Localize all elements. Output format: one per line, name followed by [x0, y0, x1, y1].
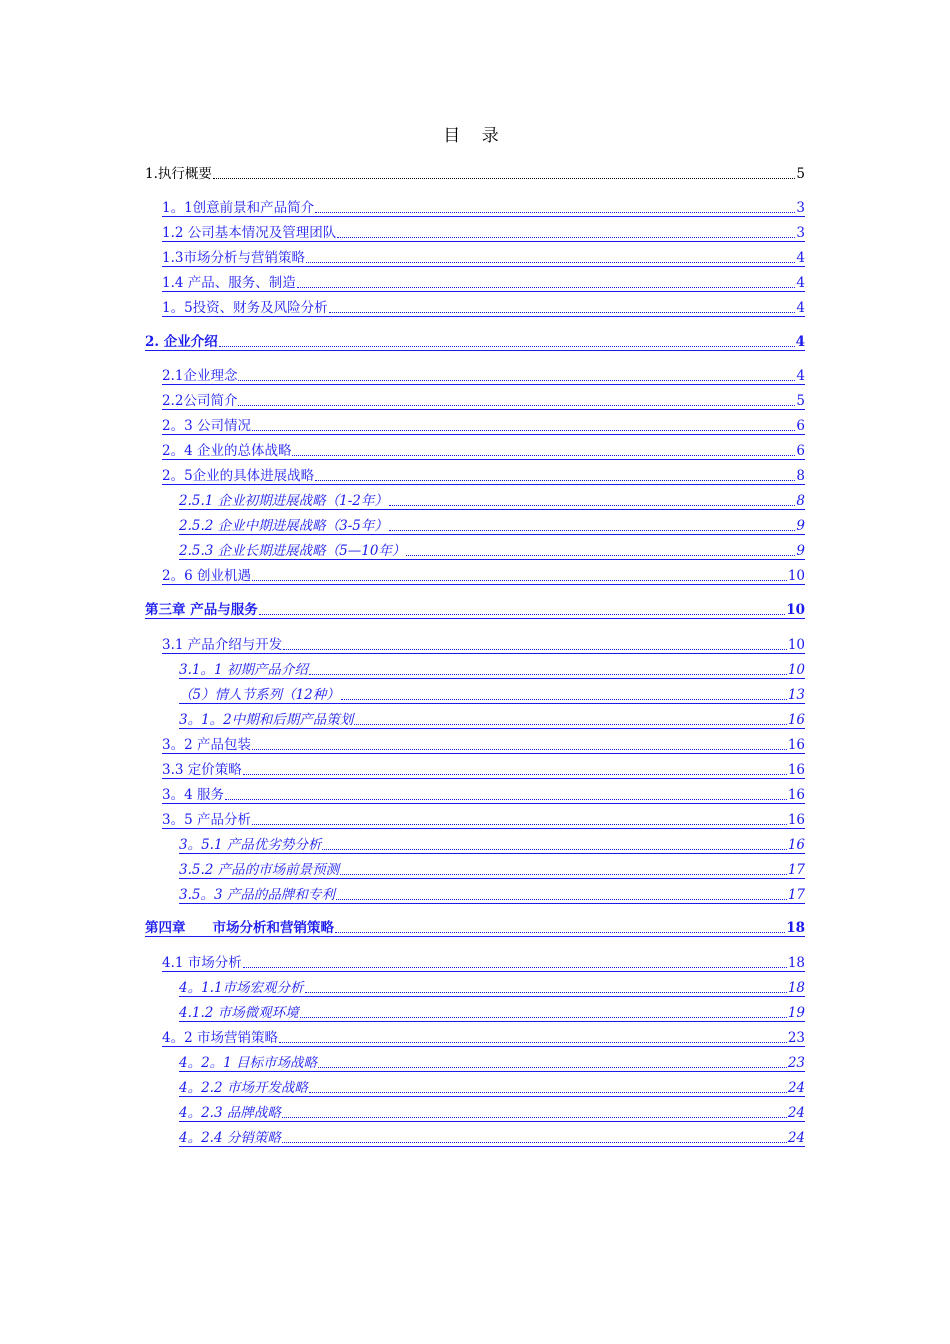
toc-entry-page: 17	[787, 887, 805, 903]
toc-entry-page: 8	[796, 493, 805, 509]
toc-dot-leader	[259, 614, 786, 615]
toc-dot-leader	[238, 405, 795, 406]
toc-dot-leader	[389, 505, 796, 506]
toc-entry-label: 3。5 产品分析	[162, 812, 251, 828]
toc-entry-page: 17	[787, 862, 805, 878]
toc-entry[interactable]	[162, 635, 805, 654]
toc-entry-label: 3。5.1 产品优劣势分析	[179, 837, 322, 853]
toc-dot-leader	[238, 380, 795, 381]
toc-entry-label: 2.2公司简介	[162, 393, 238, 409]
toc-entry-label: 1。1创意前景和产品简介	[162, 200, 315, 216]
toc-dot-leader	[252, 824, 787, 825]
toc-entry-label: 3.1。1 初期产品介绍	[179, 662, 308, 678]
toc-entry-page: 10	[787, 637, 805, 653]
toc-entry[interactable]	[162, 416, 805, 435]
toc-entry-page: 5	[796, 393, 805, 409]
toc-entry[interactable]	[179, 1078, 805, 1097]
toc-dot-leader	[243, 967, 787, 968]
toc-entry-label: 3.1 产品介绍与开发	[162, 637, 283, 653]
toc-entry[interactable]	[179, 516, 805, 535]
toc-dot-leader	[406, 555, 795, 556]
toc-entry-page: 10	[787, 662, 805, 678]
toc-entry[interactable]	[179, 1103, 805, 1122]
toc-dot-leader	[305, 992, 787, 993]
toc-entry-page: 19	[787, 1005, 805, 1021]
toc-entry-label: 2.5.3 企业长期进展战略（5—10年）	[179, 543, 406, 559]
toc-entry[interactable]	[179, 860, 805, 879]
toc-entry[interactable]	[145, 918, 805, 937]
toc-dot-leader	[252, 749, 787, 750]
toc-entry[interactable]	[162, 366, 805, 385]
toc-entry-label: 3.5。3 产品的品牌和专利	[179, 887, 335, 903]
toc-entry-page: 24	[787, 1130, 805, 1146]
toc-entry[interactable]	[179, 710, 805, 729]
toc-dot-leader	[315, 480, 795, 481]
toc-entry-label: 2. 企业介绍	[145, 334, 218, 350]
toc-entry-page: 8	[796, 468, 805, 484]
toc-dot-leader	[354, 724, 787, 725]
toc-entry-label: 2。6 创业机遇	[162, 568, 251, 584]
toc-entry-label: 4。2.4 分销策略	[179, 1130, 281, 1146]
toc-entry-page: 23	[787, 1055, 805, 1071]
toc-entry-label: 3。4 服务	[162, 787, 224, 803]
toc-entry[interactable]	[179, 685, 805, 704]
toc-entry-label: 4.1.2 市场微观环境	[179, 1005, 299, 1021]
toc-dot-leader	[282, 1117, 787, 1118]
toc-entry-page: 16	[787, 712, 805, 728]
toc-entry-page: 16	[787, 737, 805, 753]
toc-entry-page: 16	[787, 762, 805, 778]
toc-entry-label: 1.2 公司基本情况及管理团队	[162, 225, 337, 241]
toc-entry[interactable]	[179, 978, 805, 997]
toc-entry[interactable]	[179, 835, 805, 854]
toc-dot-leader	[335, 932, 785, 933]
toc-entry-label: 1.执行概要	[145, 166, 212, 182]
toc-entry[interactable]	[162, 273, 805, 292]
toc-entry-page: 3	[796, 225, 805, 241]
toc-dot-leader	[252, 430, 795, 431]
toc-entry-page: 9	[796, 543, 805, 559]
toc-dot-leader	[315, 212, 795, 213]
toc-entry[interactable]	[179, 1003, 805, 1022]
toc-entry[interactable]	[162, 391, 805, 410]
toc-dot-leader	[282, 1142, 787, 1143]
toc-entry-page: 18	[787, 980, 805, 996]
toc-dot-leader	[279, 1042, 787, 1043]
toc-entry[interactable]	[179, 491, 805, 510]
page-title: 目 录	[443, 126, 507, 146]
toc-dot-leader	[306, 262, 795, 263]
toc-entry-label: 3.5.2 产品的市场前景预测	[179, 862, 340, 878]
toc-entry-page: 4	[796, 250, 805, 266]
toc-entry[interactable]	[179, 1053, 805, 1072]
toc-entry-page: 24	[787, 1080, 805, 1096]
toc-entry-page: 4	[795, 334, 805, 350]
toc-entry[interactable]	[162, 198, 805, 217]
toc-entry-label: 1.4 产品、服务、制造	[162, 275, 296, 291]
toc-entry-page: 10	[787, 568, 805, 584]
toc-entry-page: 5	[796, 166, 805, 182]
toc-dot-leader	[283, 649, 787, 650]
toc-entry-label: 1。5投资、财务及风险分析	[162, 300, 328, 316]
toc-entry[interactable]	[162, 735, 805, 754]
toc-dot-leader	[292, 455, 795, 456]
toc-entry[interactable]	[179, 885, 805, 904]
toc-entry-page: 4	[796, 368, 805, 384]
toc-dot-leader	[213, 178, 796, 179]
toc-dot-leader	[300, 1017, 787, 1018]
toc-entry-label: 2.5.1 企业初期进展战略（1-2年）	[179, 493, 388, 509]
toc-entry-label: 3.3 定价策略	[162, 762, 242, 778]
toc-entry[interactable]	[162, 1028, 805, 1047]
toc-dot-leader	[219, 346, 795, 347]
toc-dot-leader	[389, 530, 796, 531]
toc-entry[interactable]	[162, 441, 805, 460]
toc-entry-label: 2。3 公司情况	[162, 418, 251, 434]
toc-entry-label: 4.1 市场分析	[162, 955, 242, 971]
toc-dot-leader	[309, 1092, 787, 1093]
toc-entry-label: 2。4 企业的总体战略	[162, 443, 292, 459]
toc-entry-page: 18	[787, 955, 805, 971]
toc-dot-leader	[243, 774, 787, 775]
toc-dot-leader	[337, 237, 795, 238]
toc-dot-leader	[322, 849, 786, 850]
toc-entry-label: 3。2 产品包装	[162, 737, 251, 753]
toc-entry[interactable]	[179, 541, 805, 560]
toc-dot-leader	[329, 312, 796, 313]
toc-dot-leader	[309, 674, 787, 675]
toc-entry-page: 23	[787, 1030, 805, 1046]
toc-entry[interactable]	[162, 566, 805, 585]
toc-entry-label: 4。1.1市场宏观分析	[179, 980, 304, 996]
toc-entry[interactable]	[162, 810, 805, 829]
toc-entry-label: 1.3市场分析与营销策略	[162, 250, 305, 266]
toc-entry-label: 2.1企业理念	[162, 368, 238, 384]
toc-entry[interactable]	[162, 223, 805, 242]
toc-entry-label: 4。2.2 市场开发战略	[179, 1080, 308, 1096]
toc-entry[interactable]	[179, 660, 805, 679]
toc-entry[interactable]	[162, 785, 805, 804]
toc-entry-page: 6	[796, 443, 805, 459]
toc-entry-label: 4。2.3 品牌战略	[179, 1105, 281, 1121]
toc-dot-leader	[336, 899, 787, 900]
toc-entry-page: 9	[796, 518, 805, 534]
toc-entry-page: 24	[787, 1105, 805, 1121]
toc-entry-label: 4。2 市场营销策略	[162, 1030, 278, 1046]
toc-dot-leader	[341, 699, 787, 700]
toc-dot-leader	[297, 287, 796, 288]
toc-entry-page: 16	[787, 812, 805, 828]
toc-entry-page: 6	[796, 418, 805, 434]
toc-entry-page: 3	[796, 200, 805, 216]
toc-entry[interactable]	[162, 298, 805, 317]
toc-entry	[145, 164, 805, 182]
toc-dot-leader	[252, 580, 787, 581]
toc-dot-leader	[318, 1067, 787, 1068]
toc-entry-page: 18	[786, 920, 805, 936]
toc-entry-label: 第四章 市场分析和营销策略	[145, 920, 334, 936]
toc-entry-page: 4	[796, 275, 805, 291]
toc-entry-label: 4。2。1 目标市场战略	[179, 1055, 318, 1071]
toc-entry[interactable]	[145, 600, 805, 619]
toc-entry-page: 16	[787, 837, 805, 853]
toc-entry-page: 16	[787, 787, 805, 803]
toc-entry[interactable]	[162, 466, 805, 485]
toc-dot-leader	[225, 799, 787, 800]
toc-entry-label: 3。1。2中期和后期产品策划	[179, 712, 354, 728]
toc-entry-label: 第三章 产品与服务	[145, 602, 258, 618]
toc-entry-label: 2.5.2 企业中期进展战略（3-5年）	[179, 518, 388, 534]
toc-entry-page: 10	[786, 602, 805, 618]
toc-entry-page: 13	[787, 687, 805, 703]
toc-entry-label: 2。5企业的具体进展战略	[162, 468, 315, 484]
toc-entry[interactable]	[162, 760, 805, 779]
toc-entry[interactable]	[162, 953, 805, 972]
toc-entry[interactable]	[162, 248, 805, 267]
toc-entry[interactable]	[179, 1128, 805, 1147]
toc-entry[interactable]	[145, 332, 805, 351]
toc-dot-leader	[340, 874, 787, 875]
toc-entry-page: 4	[796, 300, 805, 316]
toc-entry-label: （5）情人节系列（12种）	[179, 687, 340, 703]
